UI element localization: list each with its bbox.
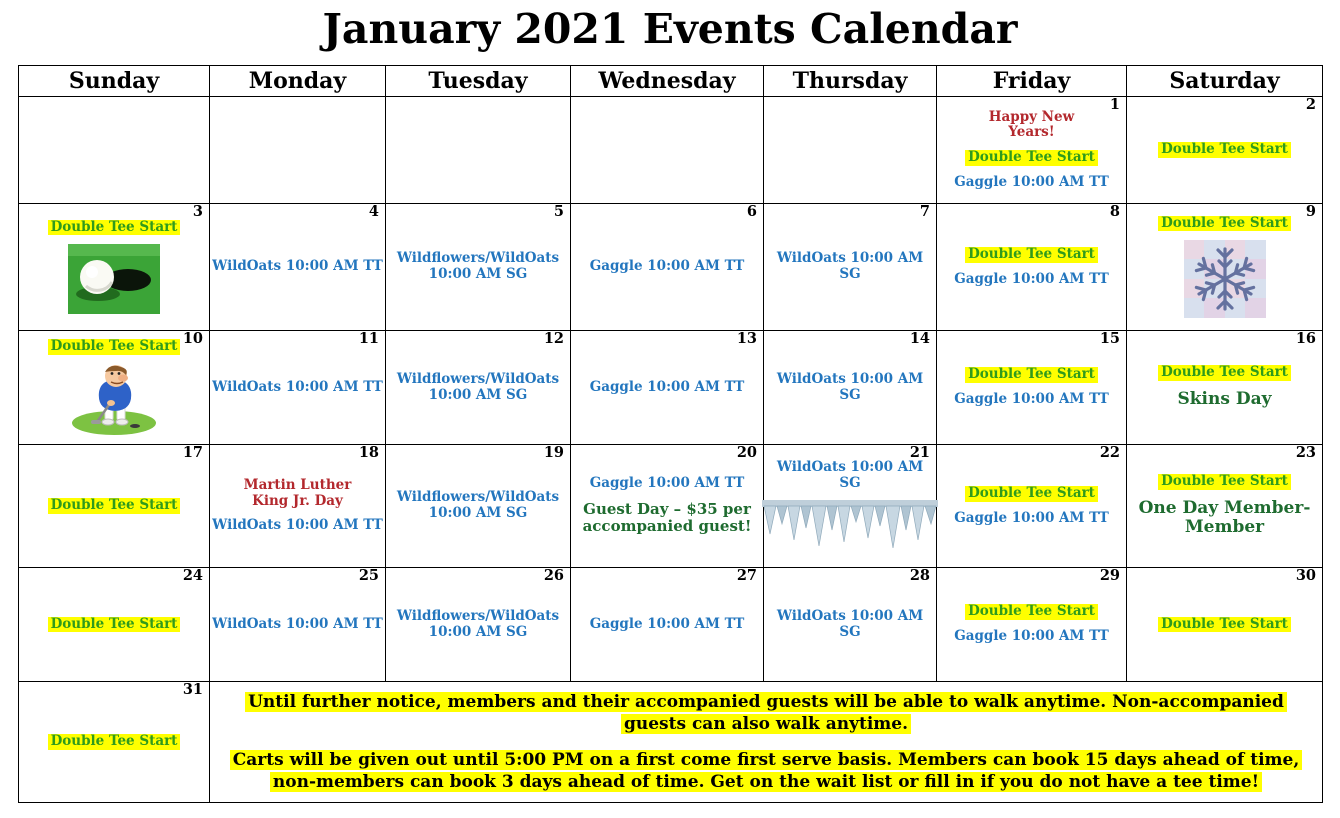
day-cell-7 [764,204,937,331]
event-tee-label: Double Tee Start [1158,142,1291,158]
day-number: 17 [182,444,203,461]
event-time-label: WildOats 10:00 AM TT [212,615,383,632]
event-time-label: Gaggle 10:00 AM TT [589,615,745,632]
event-holiday-label: Happy New Years! [988,108,1075,141]
event-time-label: WildOats 10:00 AM TT [212,517,383,534]
day-number: 28 [909,567,930,584]
event-time-label: Gaggle 10:00 AM TT [954,173,1109,190]
event-time-label: Gaggle 10:00 AM TT [954,509,1109,526]
day-number: 8 [1109,203,1120,220]
day-cell-18 [210,445,386,568]
day-cell-8 [937,204,1127,331]
day-number: 19 [543,444,564,461]
announcement-message-2: Carts will be given out until 5:00 PM on a first come first serve basis. Members can book 15 days ahead of time, non-members can book 3 days ahead of time. Get on the wait list or fill in if you do not have a tee time! [218,749,1314,793]
event-time-label: WildOats 10:00 AM SG [776,370,924,403]
day-cell-26 [386,568,571,682]
event-time-label: Gaggle 10:00 AM TT [589,378,745,395]
event-time-label: Wildflowers/WildOats 10:00 AM SG [396,250,560,282]
week-row-1 [19,97,1323,204]
day-number: 7 [919,203,930,220]
event-time-label: Gaggle 10:00 AM TT [589,475,745,492]
day-number: 24 [182,567,203,584]
week-row-6 [19,682,1323,803]
week-row-5 [19,568,1323,682]
day-number: 25 [358,567,379,584]
event-time-label: Wildflowers/WildOats 10:00 AM SG [396,370,560,403]
event-time-label: WildOats 10:00 AM SG [776,250,924,282]
day-cell-9 [1127,204,1323,331]
day-cell-3 [19,204,210,331]
day-number: 3 [192,203,203,220]
day-cell-16 [1127,331,1323,445]
day-number: 22 [1099,444,1120,461]
day-number: 11 [358,330,379,347]
weekday-header-sunday: Sunday [19,66,210,97]
day-cell-24 [19,568,210,682]
day-cell-13 [571,331,764,445]
weekday-header-thursday: Thursday [764,66,937,97]
day-number: 15 [1099,330,1120,347]
event-tee-label: Double Tee Start [48,220,181,236]
weekday-header-friday: Friday [937,66,1127,97]
day-cell-1 [937,97,1127,204]
event-time-label: WildOats 10:00 AM TT [212,258,383,275]
day-number: 29 [1099,567,1120,584]
event-time-label: Gaggle 10:00 AM TT [954,628,1109,644]
event-time-label: WildOats 10:00 AM SG [776,458,924,491]
day-number: 1 [1109,96,1120,113]
event-time-label: Gaggle 10:00 AM TT [954,270,1109,287]
empty-cell [210,97,386,204]
weekday-header-tuesday: Tuesday [386,66,571,97]
calendar-table [18,65,1323,803]
day-cell-14 [764,331,937,445]
weekday-header-wednesday: Wednesday [571,66,764,97]
announcement-message-1: Until further notice, members and their accompanied guests will be able to walk anytime. Non-accompanied guests can also walk anytime. [218,691,1314,735]
day-cell-11 [210,331,386,445]
event-time-label: Gaggle 10:00 AM TT [589,258,745,275]
event-tee-label: Double Tee Start [965,604,1098,620]
day-cell-4 [210,204,386,331]
day-cell-27 [571,568,764,682]
day-number: 13 [736,330,757,347]
empty-cell [571,97,764,204]
day-number: 16 [1295,330,1316,347]
day-number: 30 [1295,567,1316,584]
event-time-label: WildOats 10:00 AM TT [212,378,383,395]
day-cell-28 [764,568,937,682]
event-time-label: Gaggle 10:00 AM TT [954,391,1109,407]
snowflake-image [1184,240,1266,318]
event-special-label: Guest Day – $35 per accompanied guest! [582,500,752,536]
event-special-label: One Day Member-Member [1138,497,1311,538]
empty-cell [764,97,937,204]
day-cell-10 [19,331,210,445]
event-tee-label: Double Tee Start [48,617,181,633]
day-cell-20 [571,445,764,568]
day-cell-17 [19,445,210,568]
event-time-label: Wildflowers/WildOats 10:00 AM SG [396,489,560,521]
day-cell-21 [764,445,937,568]
empty-cell [19,97,210,204]
day-number: 9 [1305,203,1316,220]
event-tee-label: Double Tee Start [1158,617,1291,633]
icicles-image [762,500,938,552]
weekday-header-row [19,66,1323,97]
week-row-4 [19,445,1323,568]
day-cell-2 [1127,97,1323,204]
event-time-label: Wildflowers/WildOats 10:00 AM SG [396,607,560,640]
event-tee-label: Double Tee Start [48,339,181,355]
day-number: 21 [909,444,930,461]
golf-ball-image [68,244,160,314]
day-cell-31 [19,682,210,803]
day-cell-12 [386,331,571,445]
event-special-label: Skins Day [1177,388,1272,409]
event-tee-label: Double Tee Start [965,247,1098,263]
day-cell-25 [210,568,386,682]
weekday-header-monday: Monday [210,66,386,97]
day-cell-19 [386,445,571,568]
day-number: 18 [358,444,379,461]
day-number: 6 [746,203,757,220]
day-number: 26 [543,567,564,584]
day-cell-23 [1127,445,1323,568]
event-time-label: WildOats 10:00 AM SG [776,607,924,640]
week-row-3 [19,331,1323,445]
day-cell-15 [937,331,1127,445]
week-row-2 [19,204,1323,331]
page-title: January 2021 Events Calendar [322,5,1018,53]
golfer-cartoon-image [69,364,159,436]
day-cell-6 [571,204,764,331]
day-number: 12 [543,330,564,347]
event-tee-label: Double Tee Start [965,150,1098,166]
weekday-header-saturday: Saturday [1127,66,1323,97]
day-number: 2 [1305,96,1316,113]
event-tee-label: Double Tee Start [1158,216,1291,232]
day-number: 23 [1295,444,1316,461]
day-cell-29 [937,568,1127,682]
day-cell-22 [937,445,1127,568]
calendar-page [0,5,1340,803]
day-number: 4 [368,203,379,220]
day-number: 10 [182,330,203,347]
day-cell-30 [1127,568,1323,682]
day-number: 27 [736,567,757,584]
day-number: 5 [553,203,564,220]
event-tee-label: Double Tee Start [1158,474,1291,490]
day-number: 31 [182,681,203,698]
day-cell-5 [386,204,571,331]
day-number: 14 [909,330,930,347]
day-number: 20 [736,444,757,461]
event-tee-label: Double Tee Start [965,367,1098,383]
event-tee-label: Double Tee Start [48,734,181,750]
announcement-cell [210,682,1323,803]
event-tee-label: Double Tee Start [965,486,1098,502]
event-tee-label: Double Tee Start [48,498,181,514]
empty-cell [386,97,571,204]
event-holiday-label: Martin Luther King Jr. Day [243,477,352,509]
event-tee-label: Double Tee Start [1158,365,1291,381]
